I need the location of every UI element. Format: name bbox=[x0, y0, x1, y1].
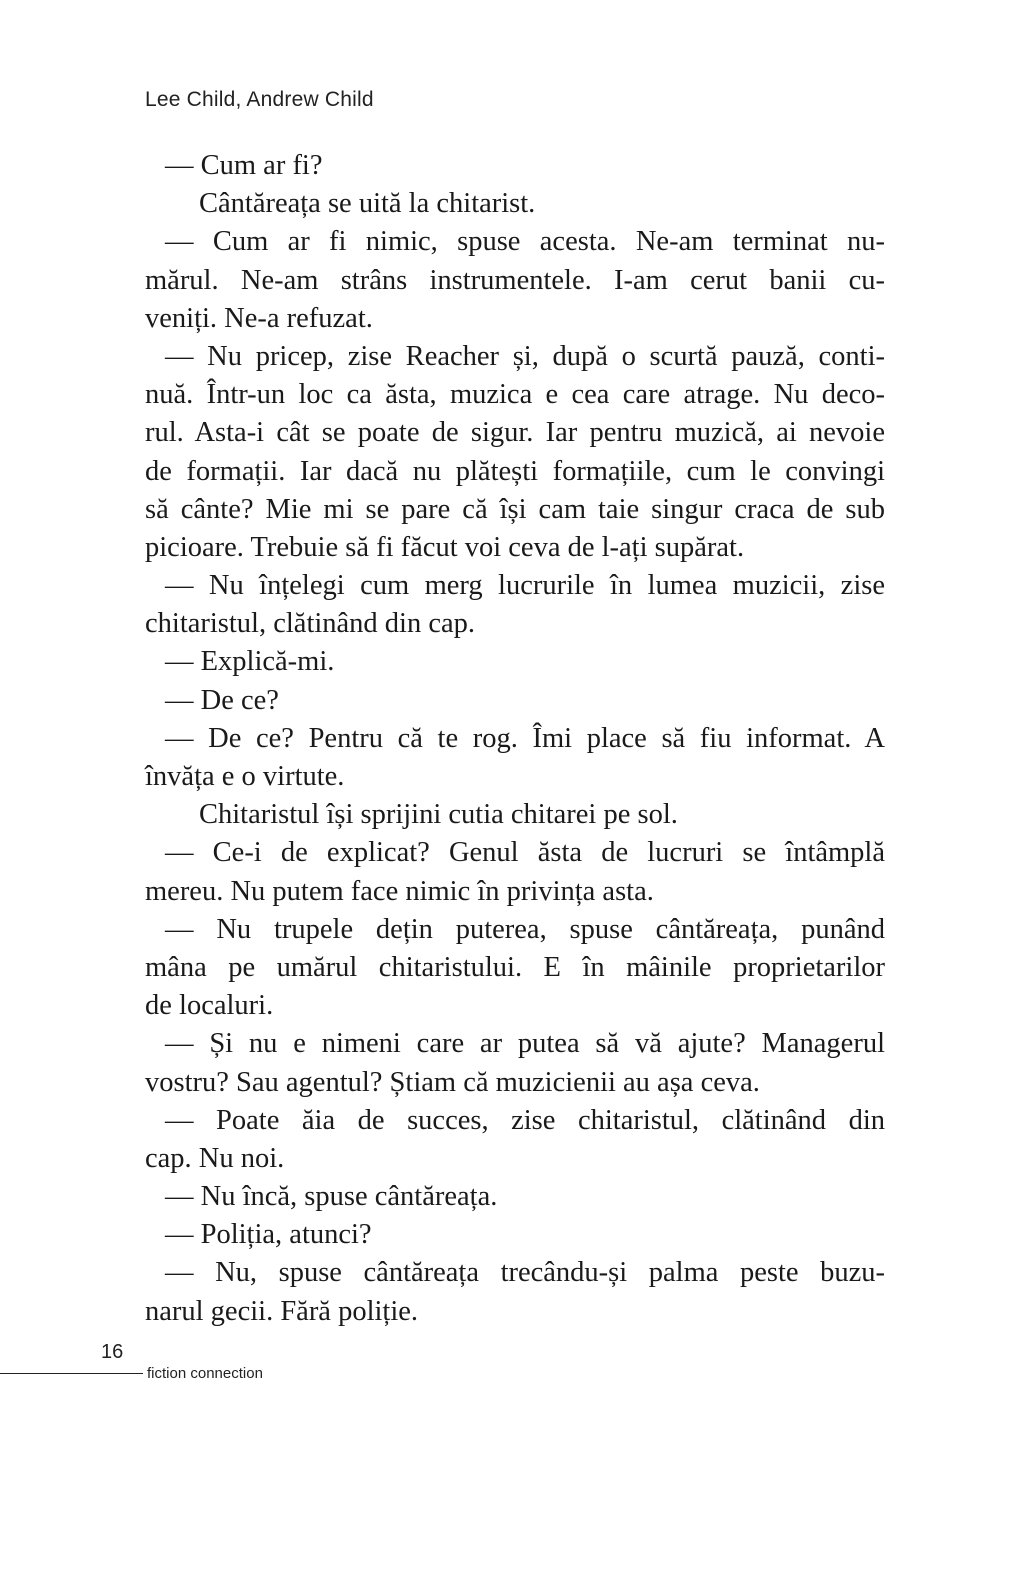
text-line: — Cum ar fi? bbox=[165, 150, 323, 181]
text-line: — Și nu e nimeni care ar putea să vă ajute? Managerul bbox=[165, 1028, 885, 1060]
running-head: Lee Child, Andrew Child bbox=[145, 88, 374, 111]
text-line: — Nu trupele dețin puterea, spuse cântăreața, punând bbox=[165, 913, 885, 945]
text-line: să cânte? Mie mi se pare că își cam taie singur craca de sub bbox=[145, 493, 885, 525]
text-line: — Nu, spuse cântăreața trecându-și palma peste buzu- bbox=[165, 1257, 885, 1289]
text-line: Chitaristul își sprijini cutia chitarei pe sol. bbox=[199, 799, 678, 831]
text-line: mereu. Nu putem face nimic în privința asta. bbox=[145, 875, 654, 907]
text-line: rul. Asta-i cât se poate de sigur. Iar pentru muzică, ai nevoie bbox=[145, 417, 885, 449]
text-line: — Cum ar fi nimic, spuse acesta. Ne-am terminat nu- bbox=[165, 226, 885, 258]
text-line: — Explică-mi. bbox=[165, 646, 335, 678]
text-line: — De ce? bbox=[165, 684, 279, 716]
text-line: mărul. Ne-am strâns instrumentele. I-am cerut banii cu- bbox=[145, 264, 885, 296]
text-line: — Poate ăia de succes, zise chitaristul, clătinând din bbox=[165, 1104, 885, 1136]
text-line: — Ce-i de explicat? Genul ăsta de lucruri se întâmplă bbox=[165, 837, 885, 869]
text-line: vostru? Sau agentul? Știam că muzicienii au așa ceva. bbox=[145, 1066, 760, 1098]
text-line: nuă. Într-un loc ca ăsta, muzica e cea care atrage. Nu deco- bbox=[145, 379, 885, 411]
text-line: mâna pe umărul chitaristului. E în mâinile proprietarilor bbox=[145, 951, 885, 983]
text-line: picioare. Trebuie să fi făcut voi ceva de l-ați supărat. bbox=[145, 531, 745, 563]
text-line: — Poliția, atunci? bbox=[165, 1219, 372, 1251]
text-line: de formații. Iar dacă nu plătești formațiile, cum le convingi bbox=[145, 455, 885, 487]
text-line: narul gecii. Fără poliție. bbox=[145, 1295, 419, 1327]
text-line: chitaristul, clătinând din cap. bbox=[145, 608, 476, 640]
text-line: — Nu înțelegi cum merg lucrurile în lumea muzicii, zise bbox=[165, 570, 885, 602]
body-text bbox=[145, 147, 885, 1331]
footer-label: fiction connection bbox=[147, 1365, 263, 1382]
text-line: de localuri. bbox=[145, 990, 274, 1022]
text-line: veniți. Ne-a refuzat. bbox=[145, 302, 373, 334]
page-number: 16 bbox=[101, 1341, 124, 1363]
text-line: — De ce? Pentru că te rog. Îmi place să fiu informat. A bbox=[165, 722, 885, 754]
text-line: — Nu pricep, zise Reacher și, după o scurtă pauză, conti- bbox=[165, 340, 885, 372]
footer-rule bbox=[0, 1373, 143, 1374]
text-line: cap. Nu noi. bbox=[145, 1142, 285, 1174]
text-line: Cântăreața se uită la chitarist. bbox=[199, 188, 536, 220]
text-line: — Nu încă, spuse cântăreața. bbox=[165, 1181, 498, 1213]
text-line: învăța e o virtute. bbox=[145, 761, 345, 792]
